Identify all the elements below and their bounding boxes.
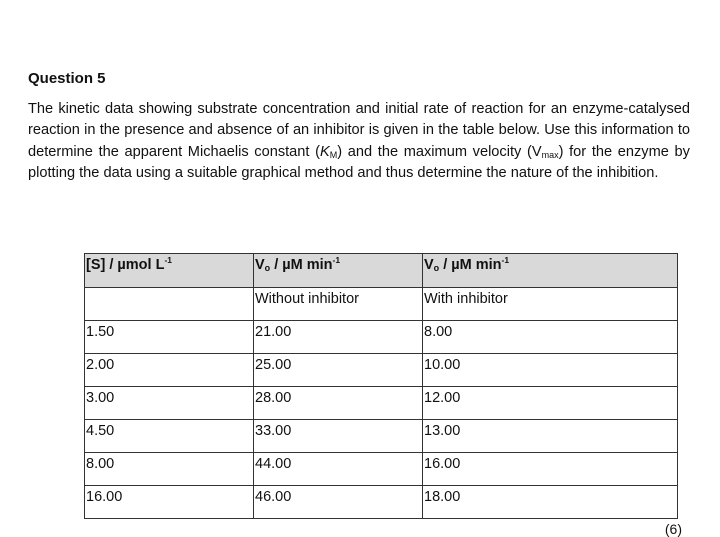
table-cell: 8.00 <box>85 453 254 486</box>
table-cell: 28.00 <box>254 387 423 420</box>
table-cell: 1.50 <box>85 321 254 354</box>
marks-allocation: (6) <box>664 521 682 537</box>
table-cell: 18.00 <box>423 486 678 519</box>
table-cell: 16.00 <box>85 486 254 519</box>
table-row <box>85 321 678 354</box>
table-cell: 10.00 <box>423 354 678 387</box>
table-row <box>85 387 678 420</box>
km-symbol: $K_M$ <box>320 143 338 160</box>
table-cell: 25.00 <box>254 354 423 387</box>
header-velocity-with-inhibitor: Vo / µM $\min^{-1}$ <box>423 254 678 288</box>
table-header-row <box>85 254 678 288</box>
table-cell: 4.50 <box>85 420 254 453</box>
table-cell: 13.00 <box>423 420 678 453</box>
table-cell: 16.00 <box>423 453 678 486</box>
table-row <box>85 486 678 519</box>
table-cell: 3.00 <box>85 387 254 420</box>
subheader-cell: Without inhibitor <box>254 288 423 321</box>
table-cell: 44.00 <box>254 453 423 486</box>
question-body: The kinetic data showing substrate concentration and initial rate of reaction for an enzyme-catalysed reaction in the presence and absence of an inhibitor is given in the table below. Use this information to determine the apparent Michaelis constant $(K_M)$ and the maximum velocity $(V_{max})$ for the enzyme by plotting the data using a suitable graphical method and thus determine the nature of the inhibition. <box>28 101 690 181</box>
kinetic-data-table <box>84 253 678 519</box>
table-row <box>85 354 678 387</box>
table-row <box>85 453 678 486</box>
table-subheader-row <box>85 288 678 321</box>
subheader-cell: With inhibitor <box>423 288 678 321</box>
vmax-subscript: max <box>541 149 559 160</box>
subheader-cell <box>85 288 254 321</box>
table-cell: 8.00 <box>423 321 678 354</box>
table-cell: 33.00 <box>254 420 423 453</box>
table-cell: 21.00 <box>254 321 423 354</box>
header-substrate-concentration: [S] / µmol $L^{-1}$ <box>85 254 254 288</box>
table-cell: 12.00 <box>423 387 678 420</box>
table-row <box>85 420 678 453</box>
header-velocity-without-inhibitor: Vo / µM $\min^{-1}$ <box>254 254 423 288</box>
table-cell: 46.00 <box>254 486 423 519</box>
question-title: Question 5 <box>28 70 106 87</box>
table-cell: 2.00 <box>85 354 254 387</box>
